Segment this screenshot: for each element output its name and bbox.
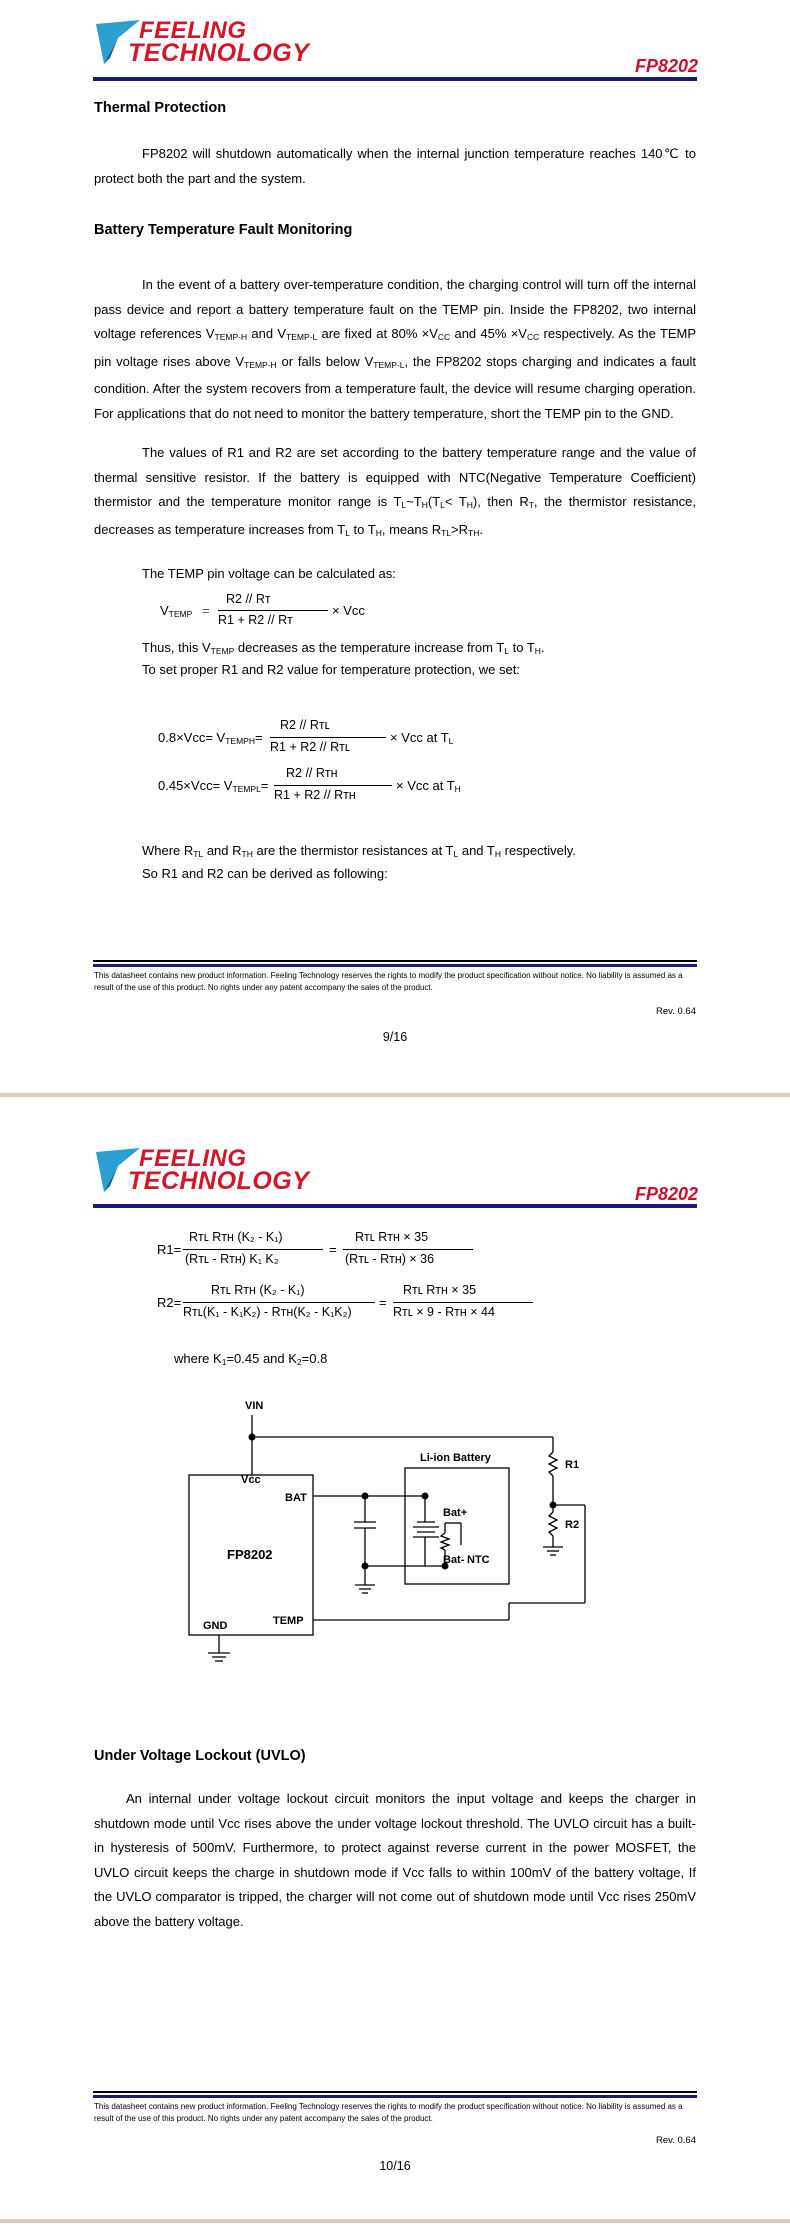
equation-r2: R2= Rтʟ Rтʜ (K₂ - K₁) Rтʟ(K₁ - K₁K₂) - Rтʜ(K₂ - K₁K₂) = Rтʟ Rтʜ × 35 Rтʟ × 9 - Rтʜ × 44 [157, 1283, 577, 1325]
header-rule [93, 77, 697, 81]
label-battery: Li-ion Battery [420, 1452, 491, 1464]
company-logo [92, 14, 310, 70]
footer-rule-bottom [93, 964, 697, 967]
page-separator [0, 2219, 790, 2223]
footer-rule-top [93, 2091, 697, 2093]
page-number: 9/16 [382, 1030, 408, 1044]
label-bat-plus: Bat+ [443, 1507, 468, 1519]
label-vin: VIN [245, 1400, 264, 1412]
where-line: Where $R_{TL}$ and $R_{TH}$ are the thermistor resistances at $T_L$ and $T_H$ respectively. [142, 843, 576, 859]
logo-line-1: FEELING [139, 1145, 247, 1172]
temp-calc-intro: The TEMP pin voltage can be calculated as: [142, 566, 396, 581]
section-title-battery: Battery Temperature Fault Monitoring [94, 222, 353, 238]
label-vcc: Vcc [241, 1474, 261, 1486]
footer-rule-bottom [93, 2095, 697, 2098]
revision: Rev. 0.64 [656, 2135, 696, 2146]
page-separator [0, 1090, 790, 1100]
battery-paragraph-1: In the event of a battery over-temperature condition, the charging control will turn off the internal pass device and report a battery temperature fault on the TEMP pin. Inside the FP8202, two internal voltage references $V_{TEMP-H}$ and $V_{TEMP-L}$ are fixed at $80\% \times V_{CC}$ and $45\% \times V_{CC}$ respectively. As the TEMP pin voltage rises above $V_{TEMP-H}$ or falls below $V_{TEMP-L}$, the FP8202 stops charging and indicates a fault condition. After the system recovers from a temperature fault, the device will resume charging operation. For applications that do not need to monitor the battery temperature, short the TEMP pin to the GND. [94, 277, 697, 421]
page-number: 10/16 [379, 2159, 411, 2173]
label-temp: TEMP [273, 1615, 304, 1627]
footer-rule-top [93, 960, 697, 962]
thermal-paragraph: FP8202 will shutdown automatically when the internal junction temperature reaches 140℃ to protect both the part and the system. [94, 146, 696, 186]
company-logo [92, 1142, 310, 1198]
uvlo-paragraph: An internal under voltage lockout circuit monitors the input voltage and keeps the charger in shutdown mode until Vcc rises above the under voltage lockout threshold. The UVLO circuit has a built-in hysteresis of 500mV. Furthermore, to protect against reverse current in the power MOSFET, the UVLO circuit keeps the charge in shutdown mode if Vcc falls to within 100mV of the battery voltage, If the UVLO comparator is tripped, the charger will not come out of shutdown mode until Vcc rises 250mV above the battery voltage. [94, 1791, 696, 1929]
logo-line-1: FEELING [139, 17, 247, 44]
label-r1: R1 [565, 1459, 580, 1471]
application-circuit [155, 1395, 605, 1690]
section-title-thermal: Thermal Protection [94, 100, 227, 116]
page-9 [0, 0, 790, 1090]
set-line: To set proper R1 and R2 value for temperature protection, we set: [142, 662, 520, 677]
equation-vtemp: $V_{TEMP}$ = R2 // Rт R1 + R2 // Rт × Vcc [160, 592, 365, 627]
doc-id: FP8202 [634, 56, 698, 76]
header-rule [93, 1204, 697, 1208]
where-k-line: where $K_1=0.45$ and $K_2=0.8$ [174, 1351, 328, 1367]
logo-line-2: TECHNOLOGY [128, 39, 310, 67]
footer-disclaimer: This datasheet contains new product information. Feeling Technology reserves the rights to modify the product specification without notice. No liability is assumed as a result of the use of this product. No rights under any patent accompany the sales of the product. [94, 2102, 683, 2123]
section-title-uvlo: Under Voltage Lockout (UVLO) [94, 1748, 306, 1764]
thus-line: Thus, this $V_{TEMP}$ decreases as the temperature increase from $T_L$ to $T_H$. [142, 640, 545, 656]
so-line: So R1 and R2 can be derived as following: [142, 866, 388, 881]
label-bat: BAT [285, 1492, 307, 1504]
label-bat-minus: Bat- [443, 1554, 465, 1566]
label-chip: FP8202 [227, 1547, 273, 1562]
footer-disclaimer: This datasheet contains new product information. Feeling Technology reserves the rights to modify the product specification without notice. No liability is assumed as a result of the use of this product. No rights under any patent accompany the sales of the product. [94, 971, 683, 992]
battery-paragraph-2: The values of R1 and R2 are set according to the battery temperature range and the value of thermal sensitive resistor. If the battery is equipped with NTC(Negative Temperature Coefficient) thermistor and the temperature monitor range is $T_L\sim T_H(T_L< T_H)$, then $R_T$, the thermistor resistance, decreases as temperature increases from $T_L$ to $T_H$, means $R_{TL}>R_{TH}$. [94, 445, 697, 538]
doc-id: FP8202 [634, 1184, 698, 1204]
label-gnd: GND [203, 1620, 228, 1632]
logo-line-2: TECHNOLOGY [128, 1167, 310, 1195]
label-r2: R2 [565, 1519, 580, 1531]
equation-vtempl: $0.45\times Vcc= V_{TEMPL}=$ R2 // Rтʜ R1 + R2 // Rтʜ × Vcc at $T_H$ [158, 766, 461, 802]
revision: Rev. 0.64 [656, 1006, 696, 1017]
equation-r1: R1= Rтʟ Rтʜ (K₂ - K₁) (Rтʟ - Rтʜ) K₁ K₂ = Rтʟ Rтʜ × 35 (Rтʟ - Rтʜ) × 36 [157, 1230, 557, 1272]
equation-vtemph: $0.8\times Vcc= V_{TEMPH}=$ R2 // Rтʟ R1 + R2 // Rтʟ × Vcc at $T_L$ [158, 718, 454, 754]
label-ntc: NTC [467, 1554, 490, 1566]
